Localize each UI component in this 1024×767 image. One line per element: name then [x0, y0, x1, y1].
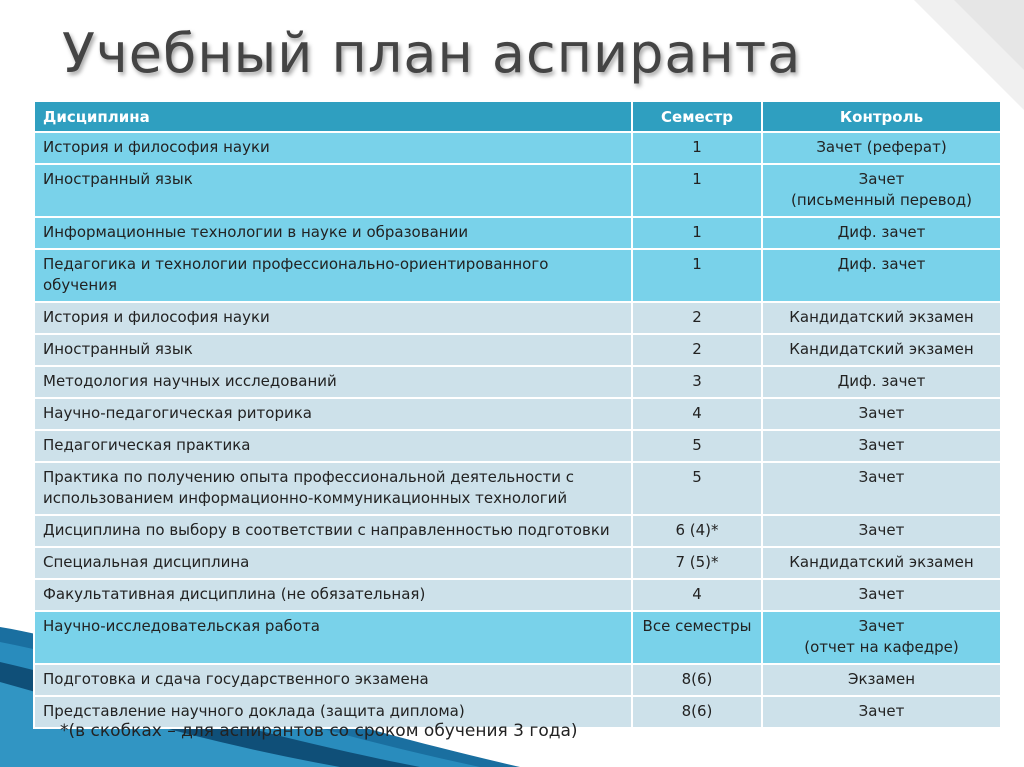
table-row [34, 398, 1001, 430]
table-row [34, 462, 1001, 515]
cell-control: Зачет [762, 579, 1001, 611]
table-row [34, 217, 1001, 249]
cell-control: Зачет [762, 430, 1001, 462]
cell-control: Диф. зачет [762, 249, 1001, 302]
cell-discipline: Специальная дисциплина [34, 547, 632, 579]
cell-discipline: Информационные технологии в науке и образовании [34, 217, 632, 249]
cell-control: Зачет [762, 398, 1001, 430]
cell-semester: 1 [632, 164, 762, 217]
table-row [34, 164, 1001, 217]
cell-semester: 8(6) [632, 664, 762, 696]
table-row [34, 366, 1001, 398]
cell-discipline: История и философия науки [34, 302, 632, 334]
table-row [34, 579, 1001, 611]
table-row [34, 302, 1001, 334]
header-semester: Семестр [632, 101, 762, 132]
cell-semester: 6 (4)* [632, 515, 762, 547]
cell-control: Зачет [762, 515, 1001, 547]
cell-semester: 7 (5)* [632, 547, 762, 579]
cell-control: Кандидатский экзамен [762, 302, 1001, 334]
cell-semester: 1 [632, 132, 762, 164]
cell-semester: 2 [632, 334, 762, 366]
footnote: *(в скобках – для аспирантов со сроком обучения 3 года) [60, 721, 578, 741]
cell-discipline: Методология научных исследований [34, 366, 632, 398]
cell-control: Зачет [762, 696, 1001, 728]
cell-control: Экзамен [762, 664, 1001, 696]
cell-semester: 4 [632, 398, 762, 430]
cell-discipline: Педагогическая практика [34, 430, 632, 462]
table-row [34, 611, 1001, 664]
header-discipline: Дисциплина [34, 101, 632, 132]
cell-discipline: История и философия науки [34, 132, 632, 164]
header-control: Контроль [762, 101, 1001, 132]
table-row [34, 430, 1001, 462]
cell-control: Зачет [762, 462, 1001, 515]
table-row [34, 664, 1001, 696]
cell-control: Кандидатский экзамен [762, 334, 1001, 366]
cell-semester: 2 [632, 302, 762, 334]
cell-semester: 5 [632, 430, 762, 462]
cell-semester: 1 [632, 217, 762, 249]
cell-semester: Все семестры [632, 611, 762, 664]
cell-discipline: Дисциплина по выбору в соответствии с направленностью подготовки [34, 515, 632, 547]
cell-control: Зачет (отчет на кафедре) [762, 611, 1001, 664]
cell-semester: 8(6) [632, 696, 762, 728]
study-plan-table [33, 100, 1002, 729]
table-row [34, 515, 1001, 547]
table-row [34, 547, 1001, 579]
cell-discipline: Научно-исследовательская работа [34, 611, 632, 664]
page-title: Учебный план аспиранта [62, 22, 802, 85]
cell-discipline: Подготовка и сдача государственного экзамена [34, 664, 632, 696]
table-row [34, 334, 1001, 366]
table-header-row [34, 101, 1001, 132]
cell-discipline: Практика по получению опыта профессиональной деятельности с использованием информационно-коммуникационных технологий [34, 462, 632, 515]
cell-discipline: Научно-педагогическая риторика [34, 398, 632, 430]
cell-control: Кандидатский экзамен [762, 547, 1001, 579]
cell-semester: 5 [632, 462, 762, 515]
cell-control: Зачет (письменный перевод) [762, 164, 1001, 217]
cell-control: Диф. зачет [762, 217, 1001, 249]
cell-discipline: Представление научного доклада (защита диплома) [34, 696, 632, 728]
cell-discipline: Педагогика и технологии профессионально-ориентированного обучения [34, 249, 632, 302]
corner-decoration-inner [954, 0, 1024, 70]
cell-discipline: Иностранный язык [34, 164, 632, 217]
cell-semester: 3 [632, 366, 762, 398]
table-row [34, 249, 1001, 302]
cell-control: Диф. зачет [762, 366, 1001, 398]
cell-discipline: Факультативная дисциплина (не обязательная) [34, 579, 632, 611]
table-row [34, 132, 1001, 164]
cell-semester: 1 [632, 249, 762, 302]
cell-semester: 4 [632, 579, 762, 611]
cell-control: Зачет (реферат) [762, 132, 1001, 164]
cell-discipline: Иностранный язык [34, 334, 632, 366]
